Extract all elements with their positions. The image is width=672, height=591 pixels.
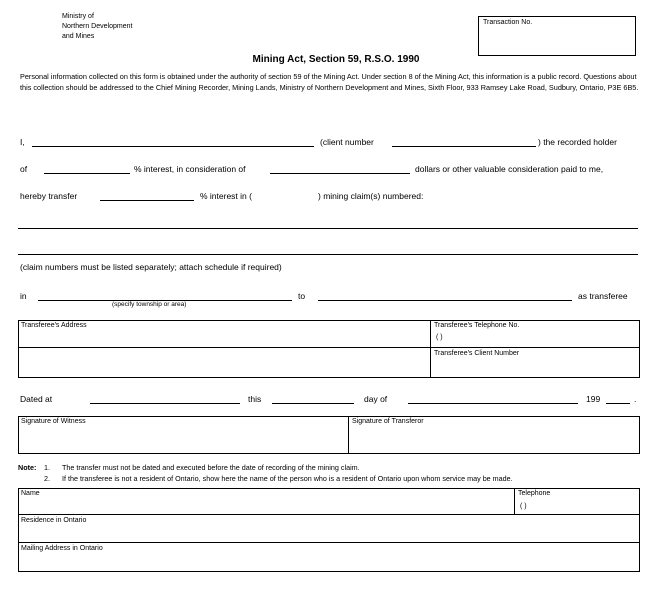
dated-day-field[interactable]: [272, 403, 354, 404]
ministry-name: [62, 12, 172, 42]
dated-at-label: Dated at: [20, 394, 53, 404]
this-label: this: [248, 394, 262, 404]
mailing-address-label: Mailing Address in Ontario: [21, 545, 103, 552]
claim-numbers-note: (claim numbers must be listed separately; attach schedule if required): [20, 262, 282, 272]
resident-box-divider-2: [18, 542, 640, 543]
mailing-address-field[interactable]: [20, 554, 638, 570]
transferee-box-divider: [18, 347, 640, 348]
witness-signature-label: Signature of Witness: [21, 418, 86, 425]
note-1-number: 1.: [44, 463, 50, 472]
transferor-signature-label: Signature of Transferor: [352, 418, 424, 425]
mining-claims-label: ) mining claim(s) numbered:: [318, 191, 424, 201]
note-1-text: The transfer must not be dated and executed before the date of recording of the mining claim.: [62, 463, 360, 472]
resident-name-field[interactable]: [20, 499, 512, 513]
note-2-text: If the transferee is not a resident of Ontario, show here the name of the person who is a resident of Ontario upon whom service may be made.: [62, 474, 513, 483]
to-label: to: [298, 291, 306, 301]
transferee-phone-label: Transferee's Telephone No.: [434, 322, 520, 329]
as-transferee-label: as transferee: [578, 291, 628, 301]
transferee-box-vertical-divider: [430, 320, 431, 378]
resident-telephone-label: Telephone: [518, 490, 551, 497]
transferor-client-number-field[interactable]: [392, 146, 536, 147]
claim-numbers-line-1[interactable]: [18, 228, 638, 229]
held-interest-field[interactable]: [44, 173, 130, 174]
transferee-client-number-label: Transferee's Client Number: [434, 350, 520, 357]
resident-name-label: Name: [21, 490, 40, 497]
consideration-amount-field[interactable]: [270, 173, 410, 174]
transferor-name-field[interactable]: [32, 146, 314, 147]
transaction-number-label: Transaction No.: [483, 19, 533, 26]
ministry-line-3: and Mines: [62, 33, 95, 40]
line1-i-label: I,: [20, 137, 25, 147]
signatures-divider: [348, 416, 349, 454]
claim-numbers-line-2[interactable]: [18, 254, 638, 255]
year-period: .: [634, 394, 637, 404]
recorded-holder-label: ) the recorded holder: [538, 137, 617, 147]
form-title: Mining Act, Section 59, R.S.O. 1990: [252, 54, 420, 65]
resident-name-phone-divider: [514, 488, 515, 515]
client-number-label: (client number: [320, 137, 374, 147]
privacy-notice: Personal information collected on this form is obtained under the authority of section 59 of the Mining Act. Under section 8 of the Mining Act, this information is a public record. Questions about this collection should be addressed to the Chief Mining Recorder, Mining Lands, Ministry of Northern Development and Mines, Sixth Floor, 933 Ramsey Lake Road, Sudbury, Ontario, P3E 6B5.: [20, 72, 639, 92]
ministry-line-2: Northern Development: [62, 23, 133, 30]
dollars-label: dollars or other valuable consideration paid to me,: [415, 164, 604, 174]
transferee-client-number-field[interactable]: [432, 360, 638, 377]
transferee-address-field-1[interactable]: [20, 330, 428, 346]
day-of-label: day of: [364, 394, 388, 404]
dated-month-field[interactable]: [408, 403, 578, 404]
resident-box-divider-1: [18, 514, 640, 515]
line2-of-label: of: [20, 164, 28, 174]
note-label: Note:: [18, 463, 37, 472]
resident-telephone-field[interactable]: ( ): [520, 503, 527, 510]
residence-in-ontario-field[interactable]: [20, 526, 638, 541]
transferor-signature-field[interactable]: [350, 428, 638, 452]
dated-year-field[interactable]: [606, 403, 630, 404]
transferee-address-field-2[interactable]: [20, 349, 428, 377]
hereby-transfer-label: hereby transfer: [20, 191, 78, 201]
witness-signature-field[interactable]: [20, 428, 346, 452]
transaction-number-field[interactable]: [478, 16, 636, 56]
year-prefix-label: 199: [586, 394, 601, 404]
transferee-address-label: Transferee's Address: [21, 322, 87, 329]
ministry-line-1: Ministry of: [62, 13, 94, 20]
in-label: in: [20, 291, 27, 301]
transfer-interest-field[interactable]: [100, 200, 194, 201]
transferee-phone-field[interactable]: ( ): [436, 334, 443, 341]
specify-township-note: (specify township or area): [112, 301, 187, 308]
note-2-number: 2.: [44, 474, 50, 483]
interest-consideration-label: % interest, in consideration of: [134, 164, 246, 174]
transferee-name-field[interactable]: [318, 300, 572, 301]
interest-in-label: % interest in (: [200, 191, 252, 201]
residence-in-ontario-label: Residence in Ontario: [21, 517, 87, 524]
dated-place-field[interactable]: [90, 403, 240, 404]
